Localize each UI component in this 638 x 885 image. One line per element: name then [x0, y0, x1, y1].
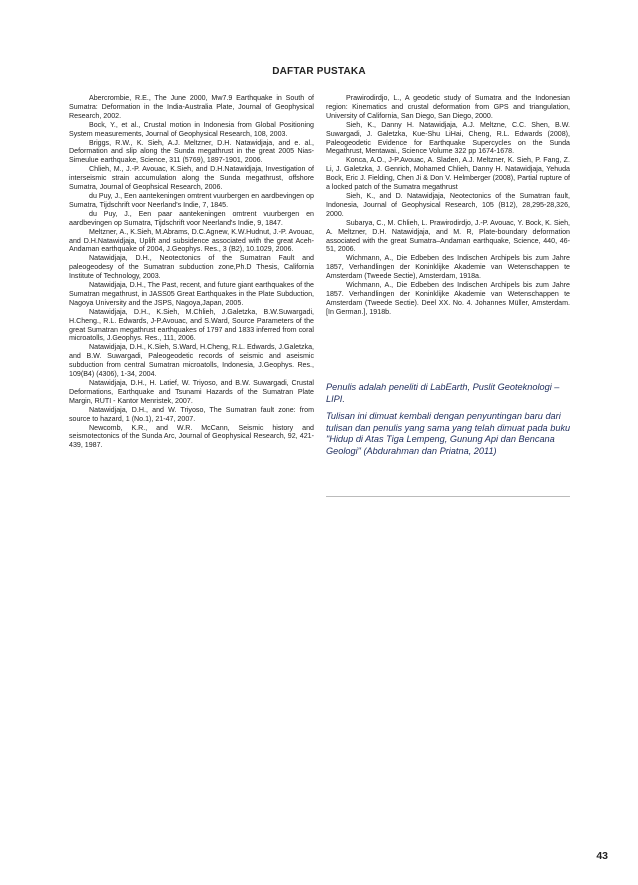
reference-item: Sieh, K., Danny H. Natawidjaja, A.J. Meltzne, C.C. Shen, B.W. Suwargadi, J. Galetzka, Kue-Shu LiHai, Cheng, R.L. Edwards (2008), Paleogeodetic Evidence for Earthquake Supercycles on the Sunda Megathrust, Mentawai., Science Volume 322 pp 1674-1678.: [326, 120, 570, 156]
reference-item: du Puy, J., Een paar aantekeningen omtrent vuurbergen en aardbevingen op Sumatra, Tijdschrift voor Neerland's Indie, 9, 1847.: [69, 209, 314, 227]
note-divider: [326, 496, 570, 497]
author-note: [326, 382, 571, 464]
reference-item: Newcomb, K.R., and W.R. McCann, Seismic history and seismotectonics of the Sunda Arc, Journal of Geophysical Research, 92, 421-439, 1987.: [69, 423, 314, 450]
page-number: 43: [596, 850, 608, 862]
reference-item: Sieh, K., and D. Natawidjaja, Neotectonics of the Sumatran fault, Indonesia, Journal of Geophysical Research, 105 (B12), 28,295-28,326, 2000.: [326, 191, 570, 218]
references-left-column: [69, 94, 314, 450]
reference-item: Abercrombie, R.E., The June 2000, Mw7.9 Earthquake in South of Sumatra: Deformation in the India-Australia Plate, Journal of Geophysical Research, 2002.: [69, 94, 314, 120]
page-title: DAFTAR PUSTAKA: [272, 66, 366, 77]
reference-item: Meltzner, A., K.Sieh, M.Abrams, D.C.Agnew, K.W.Hudnut, J.-P. Avouac, and D.H.Natawidjaja, Uplift and subsidence associated with the great Aceh-Andaman earthquake of 2004, J.Geophys. Res., 3 (B2), 10.1029, 2006.: [69, 227, 314, 254]
reference-item: Natawidjaja, D.H., K.Sieh, M.Chlieh, J.Galetzka, B.W.Suwargadi, H.Cheng., R.L. Edwards, J-P.Avouac, and S.Ward, Source Parameters of the great Sumatran megathrust earthquakes of 1797 and 1833 inferred from coral microatolls, J.Geophys. Res., 111, 2006.: [69, 307, 314, 343]
reference-item: Wichmann, A., Die Edbeben des Indischen Archipels bis zum Jahre 1857. Verhandlingen der Koninklijke Akademie van Wetenschappen te Amsterdam (Tweede Sectie). Deel XX. No. 4. Johannes Müller, Amsterdam. [In German.], 1918b.: [326, 281, 570, 316]
reference-item: du Puy, J., Een aantekeningen omtrent vuurbergen en aardbevingen op Sumatra, Tijdschrift voor Neerland's Indie, 7, 1845.: [69, 191, 314, 209]
author-affiliation: Penulis adalah peneliti di LabEarth, Puslit Geoteknologi – LIPI.: [326, 382, 560, 404]
reference-item: Natawidjaja, D.H., The Past, recent, and future giant earthquakes of the Sumatran megathrust, in JASS05 Great Earthquakes in the Plate Subduction, Nagoya University and the JSPS, Nagoya,Japan, 2005.: [69, 281, 314, 307]
reference-item: Chlieh, M., J.-P. Avouac, K.Sieh, and D.H.Natawidjaja, Investigation of interseismic strain accumulation along the Sunda megathrust, offshore Sumatra, Journal of Geophsical Research, 2006.: [69, 165, 314, 192]
reference-item: Natawidjaja, D.H., Neotectonics of the Sumatran Fault and paleogeodesy of the Sumatran subduction zone,Ph.D Thesis, California Institute of Technology, 2003.: [69, 254, 314, 281]
reference-item: Briggs, R.W., K. Sieh, A.J. Meltzner, D.H. Natawidjaja, and e. al., Deformation and slip along the Sunda megathrust in the great 2005 Nias-Simeulue earthquake, Science, 311 (5769), 1897-1901, 2006.: [69, 138, 314, 165]
reference-item: Subarya, C., M. Chlieh, L. Prawirodirdjo, J.-P. Avouac, Y. Bock, K. Sieh, A. Meltzner, D.H. Natawidjaja, and M. R, Plate-boundary deformation associated with the great Sumatra–Andaman earthquake, Science, 440, 46-51, 2006.: [326, 218, 570, 254]
republication-note: Tulisan ini dimuat kembali dengan penyuntingan baru dari tulisan dan penulis yang sama yang telah dimuat pada buku "Hidup di Atas Tiga Lempeng, Gunung Api dan Bencana Geologi" (Abdurahman dan Priatna, 2011): [326, 411, 571, 456]
reference-item: Natawidjaja, D.H., and W. Triyoso, The Sumatran fault zone: from source to hazard, 1 (No.1), 21-47, 2007.: [69, 405, 314, 423]
reference-item: Bock, Y., et al., Crustal motion in Indonesia from Global Positioning System measurements, Journal of Geophysical Research, 108, 2003.: [69, 120, 314, 138]
reference-item: Natawidjaja, D.H., K.Sieh, S.Ward, H.Cheng, R.L. Edwards, J.Galetzka, and B.W. Suwargadi, Paleogeodetic records of seismic and aseismic subduction from central Sumatran microatolls, Indonesia, J.Geophys. Res., 109(B4) (4306), 1-34, 2004.: [69, 343, 314, 379]
reference-item: Wichmann, A., Die Edbeben des Indischen Archipels bis zum Jahre 1857, Verhandlingen der Koninklijke Akademie van Wetenschappen te Amsterdam (Tweede Sectie), Amsterdam, 1918a.: [326, 254, 570, 281]
reference-item: Natawidjaja, D.H., H. Latief, W. Triyoso, and B.W. Suwargadi, Crustal Deformations, Earthquake and Tsunami Hazards of the Sumatran Plate Margin, RUTI - Kantor Menristek, 2007.: [69, 379, 314, 405]
reference-item: Prawirodirdjo, L., A geodetic study of Sumatra and the Indonesian region: Kinematics and crustal deformation from GPS and triangulation, University of California, San Diego, San Diego, 2000.: [326, 94, 570, 120]
references-right-column: [326, 94, 570, 317]
reference-item: Konca, A.O., J-P.Avouac, A. Sladen, A.J. Meltzner, K. Sieh, P. Fang, Z. Li, J. Galetzka, J. Genrich, Mohamed Chlieh, Danny H. Natawidjaja, Yehuda Bock, Eric J. Fielding, Chen Ji & Don V. Helmberger (2008), Partial rupture of a locked patch of the Sumatra megathrust: [326, 156, 570, 192]
